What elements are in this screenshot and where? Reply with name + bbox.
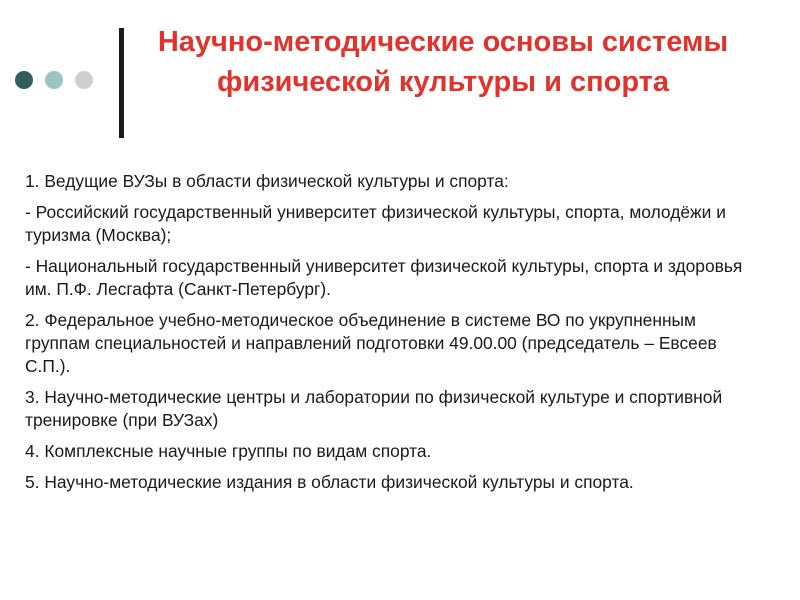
decorative-dots (15, 71, 105, 91)
paragraph-3: - Национальный государственный университет физической культуры, спорта и здоровья им. П.Ф. Лесгафта (Санкт-Петербург). (25, 256, 743, 299)
dot-dark-icon (15, 71, 33, 89)
paragraph-7: 5. Научно-методические издания в области физической культуры и спорта. (25, 472, 634, 492)
paragraph-6: 4. Комплексные научные группы по видам спорта. (25, 441, 432, 461)
paragraph-5: 3. Научно-методические центры и лаборатории по физической культуре и спортивной тренировке (при ВУЗах) (25, 387, 723, 430)
paragraph-4: 2. Федеральное учебно-методическое объединение в системе ВО по укрупненным группам специальностей и направлений подготовки 49.00.00 (председатель – Евсеев С.П.). (25, 310, 717, 376)
slide-title: Научно-методические основы системы физической культуры и спорта (157, 26, 729, 98)
title-divider-bar (119, 28, 124, 138)
paragraph-2: - Российский государственный университет физической культуры, спорта, молодёжи и туризма (Москва); (25, 202, 726, 245)
slide-body (25, 170, 765, 502)
dot-mid-icon (45, 71, 63, 89)
dot-light-icon (75, 71, 93, 89)
paragraph-1: 1. Ведущие ВУЗы в области физической культуры и спорта: (25, 171, 509, 191)
